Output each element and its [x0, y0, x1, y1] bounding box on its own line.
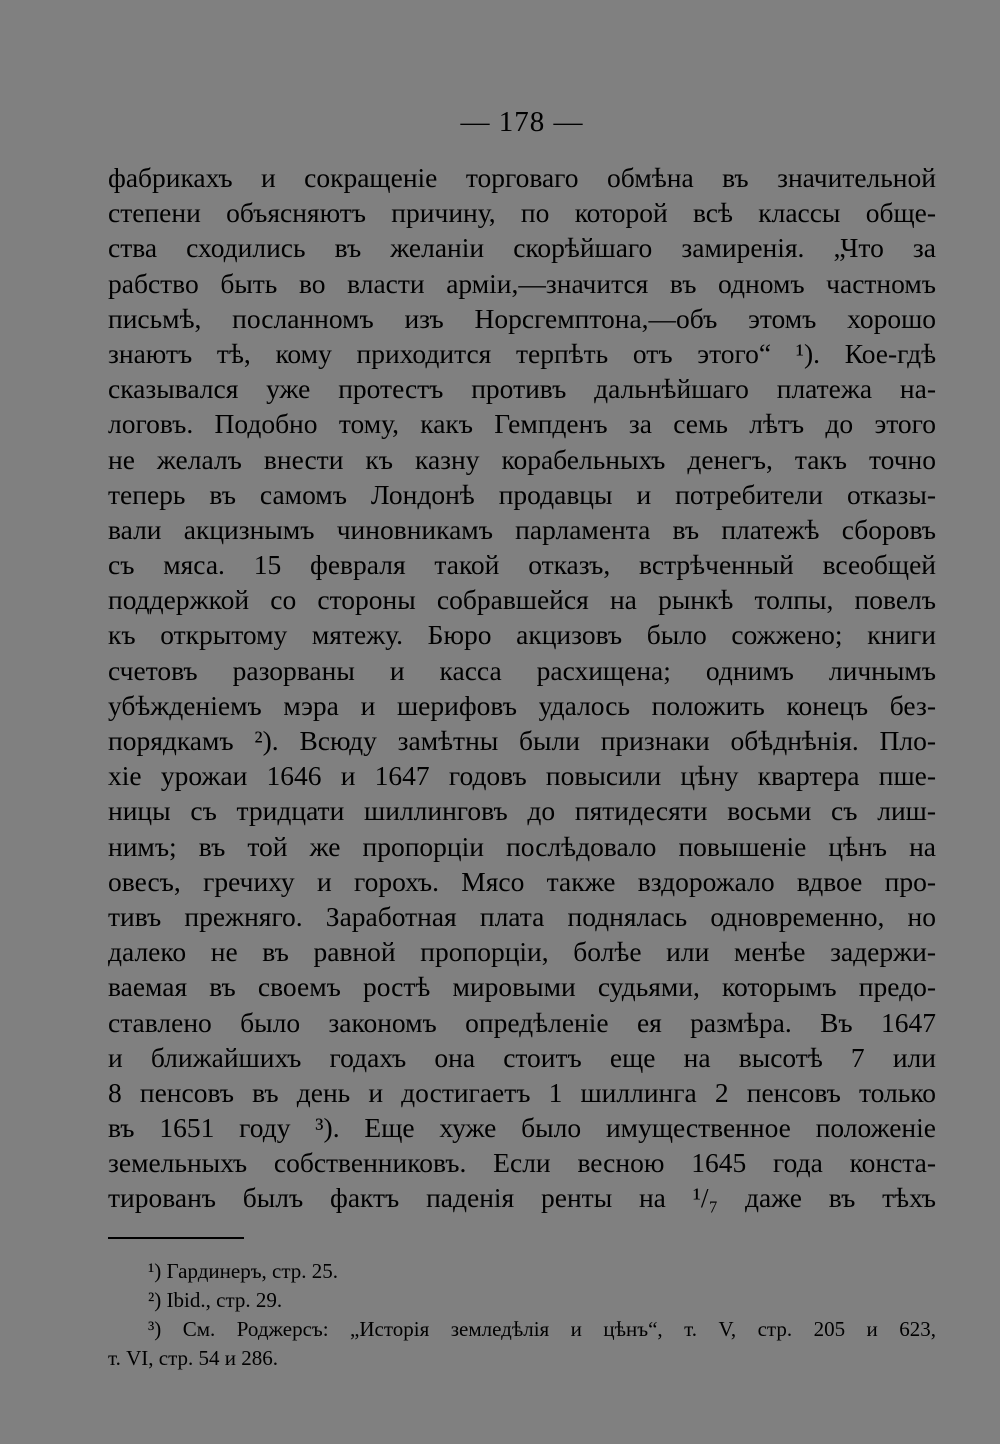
page-number: — 178 — — [460, 106, 584, 138]
footnote-3 — [108, 1315, 936, 1344]
text-line: поддержкой со стороны собравшейся на рынкѣ толпы, повелъ — [108, 584, 936, 616]
text-line: степени объясняютъ причину, по которой всѣ классы обще- — [108, 197, 936, 229]
text-line: ства сходились въ желаніи скорѣйшаго замиренія. „Что за — [108, 232, 936, 264]
text-line: далеко не въ равной пропорціи, болѣе или менѣе задержи- — [108, 936, 936, 968]
text-line: земельныхъ собственниковъ. Если весною 1645 года конста- — [108, 1147, 936, 1179]
footnote-3-continuation — [108, 1344, 936, 1373]
text-line: нимъ; въ той же пропорціи послѣдовало повышеніе цѣнъ на — [108, 830, 936, 862]
text-line: письмѣ, посланномъ изъ Норсгемптона,—объ этомъ хорошо — [108, 302, 936, 334]
footnote-text: См. Роджерсъ: „Исторія земледѣлія и цѣнъ“, т. V, стр. 205 и 623, — [182, 1317, 936, 1341]
text-line: сказывался уже протестъ противъ дальнѣйшаго платежа на- — [108, 373, 936, 405]
footnote-marker: ²) — [148, 1288, 162, 1312]
text-line: теперь въ самомъ Лондонѣ продавцы и потребители отказы- — [108, 478, 936, 510]
main-text — [108, 160, 936, 1216]
footnote-2 — [108, 1286, 936, 1315]
text-line: и ближайшихъ годахъ она стоитъ еще на высотѣ 7 или — [108, 1041, 936, 1073]
text-line: хіе урожаи 1646 и 1647 годовъ повысили цѣну квартера пше- — [108, 760, 936, 792]
text-line: знаютъ тѣ, кому приходится терпѣть отъ этого“ ¹). Кое-гдѣ — [108, 337, 936, 369]
text-line: 8 пенсовъ въ день и достигаетъ 1 шиллинга 2 пенсовъ только — [108, 1076, 936, 1108]
text-line: тированъ былъ фактъ паденія ренты на ¹/₇ даже въ тѣхъ — [108, 1182, 936, 1214]
footnote-text: т. VI, стр. 54 и 286. — [108, 1346, 278, 1370]
text-line: къ открытому мятежу. Бюро акцизовъ было сожжено; книги — [108, 619, 936, 651]
text-line: съ мяса. 15 февраля такой отказъ, встрѣченный всеобщей — [108, 549, 936, 581]
text-line: ваемая въ своемъ ростѣ мировыми судьями, которымъ предо- — [108, 971, 936, 1003]
text-line: вали акцизнымъ чиновникамъ парламента въ платежѣ сборовъ — [108, 513, 936, 545]
footnote-marker: ¹) — [148, 1259, 162, 1283]
text-line: овесъ, гречиху и горохъ. Мясо также вздорожало вдвое про- — [108, 865, 936, 897]
text-line: фабрикахъ и сокращеніе торговаго обмѣна въ значительной — [108, 162, 936, 193]
footnote-divider — [108, 1237, 244, 1239]
footnote-text: Ibid., стр. 29. — [166, 1288, 283, 1312]
text-line: ницы съ тридцати шиллинговъ до пятидесяти восьми съ лиш- — [108, 795, 936, 827]
text-line: убѣжденіемъ мэра и шерифовъ удалось положить конецъ без- — [108, 689, 936, 721]
text-line: рабство быть во власти арміи,—значится въ одномъ частномъ — [108, 267, 936, 299]
text-line: порядкамъ ²). Всюду замѣтны были признаки обѣднѣнія. Пло- — [108, 725, 936, 756]
footnote-marker: ³) — [148, 1317, 162, 1341]
text-line: счетовъ разорваны и касса расхищена; однимъ личнымъ — [108, 654, 936, 686]
text-line: ставлено было закономъ опредѣленіе ея размѣра. Въ 1647 — [108, 1006, 936, 1038]
footnote-1 — [108, 1257, 936, 1286]
text-line: тивъ прежняго. Заработная плата поднялась одновременно, но — [108, 900, 936, 932]
footnotes — [108, 1257, 936, 1373]
text-line: въ 1651 году ³). Еще хуже было имущественное положеніе — [108, 1112, 936, 1144]
footnote-text: Гардинеръ, стр. 25. — [166, 1259, 339, 1283]
text-line: логовъ. Подобно тому, какъ Гемпденъ за семь лѣтъ до этого — [108, 408, 936, 440]
text-line: не желалъ внести къ казну корабельныхъ денегъ, такъ точно — [108, 443, 936, 475]
